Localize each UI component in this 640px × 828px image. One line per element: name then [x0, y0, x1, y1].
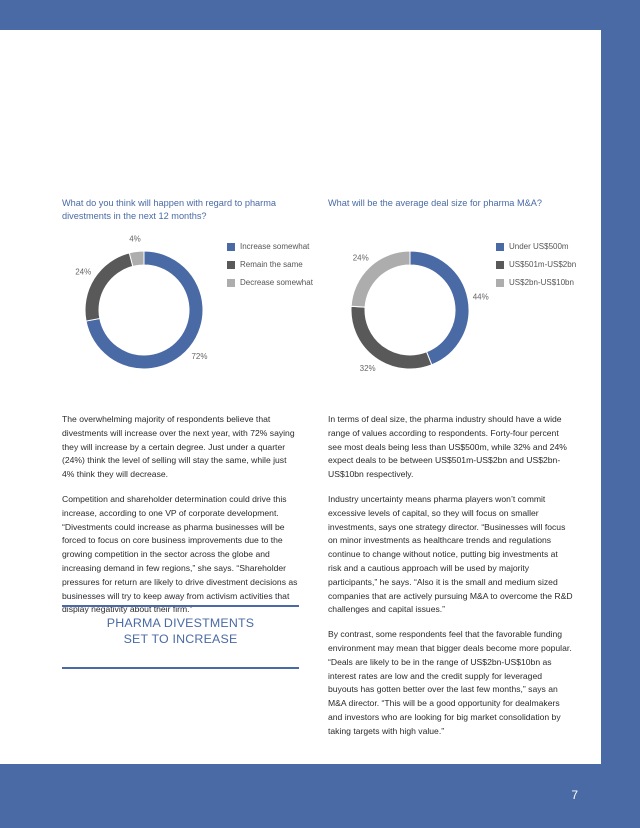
chart2-legend — [496, 240, 576, 294]
paragraph: The overwhelming majority of respondents believe that divestments will increase over the next year, with 72% saying they will increase by a certain degree. Just under a quarter (24%) think the level of selling will stay the same, while just 4% think they will decrease. — [62, 414, 295, 480]
legend-label: US$2bn-US$10bn — [509, 278, 574, 287]
legend-label: Increase somewhat — [240, 242, 310, 251]
legend-swatch — [227, 279, 235, 287]
legend-label: Remain the same — [240, 260, 303, 269]
chart2-title: What will be the average deal size for pharma M&A? — [328, 198, 542, 208]
chart1-legend-item — [227, 276, 313, 289]
paragraph: Competition and shareholder determination could drive this increase, according to one VP of corporate development. “Divestments could increase as pharma businesses will be forced to focus on core business improvements due to the growing competition in the sector across the globe and increasing demand in few regions,” she says. “Shareholder pressures for return are likely to drive divestment decisions as businesses will try to keep away from activism activities that display negativity about their firm.” — [62, 493, 298, 615]
slice-label: 24% — [352, 253, 369, 263]
chart2-legend-item — [496, 240, 576, 253]
legend-swatch — [227, 243, 235, 251]
pull-quote — [62, 605, 299, 669]
slice-label: 4% — [129, 234, 141, 244]
pie-slice — [410, 251, 469, 365]
chart1-legend-item — [227, 240, 313, 253]
paragraph: Industry uncertainty means pharma players won’t commit excessive levels of capital, so they will focus on smaller investments, says one strategy director. “Businesses will focus on minor investments as healthcare trends and regulations continue to change without notice, putting big investments at risk and a cautious approach will be used by majority participants,” he says. “Also it is the small and medium sized companies that are actively pursuing M&A to overcome the R&D challenges and capital issues.” — [328, 493, 573, 615]
slice-label: 24% — [75, 267, 92, 277]
legend-swatch — [227, 261, 235, 269]
legend-label: Decrease somewhat — [240, 278, 313, 287]
slice-label: 44% — [472, 292, 489, 302]
chart2-donut — [328, 232, 498, 377]
legend-swatch — [496, 243, 504, 251]
chart1-donut — [62, 232, 232, 377]
slice-label: 72% — [191, 351, 208, 361]
chart1-legend-item — [227, 258, 313, 271]
chart2-legend-item — [496, 258, 576, 271]
paragraph: In terms of deal size, the pharma industry should have a wide range of values according to respondents. Forty-four percent see most deals being less than US$500m, while 32% and 24% expect deals to be between US$501m-US$2bn and US$2bn-US$10bn respectively. — [328, 414, 567, 480]
chart1-title: What do you think will happen with regard to pharma divestments in the next 12 months? — [62, 198, 276, 221]
footer-band — [0, 764, 640, 828]
right-column — [328, 413, 573, 750]
slice-label: 32% — [359, 364, 376, 374]
legend-swatch — [496, 261, 504, 269]
pull-quote-line: SET TO INCREASE — [123, 632, 238, 646]
chart1-legend — [227, 240, 313, 294]
legend-label: Under US$500m — [509, 242, 569, 251]
chart2-legend-item — [496, 276, 576, 289]
left-column — [62, 413, 299, 628]
pie-slice — [351, 306, 432, 369]
paragraph: By contrast, some respondents feel that the favorable funding environment may mean that bigger deals become more popular. “Deals are likely to be in the range of US$2bn-US$10bn as interest rates are low and the credit supply for leveraged buyouts has gotten better over the last few months,” says an M&A director. “This will be a good opportunity for dealmakers and investors who are looking for big market consolidation by taking targets with high value.” — [328, 629, 572, 736]
page-number: 7 — [571, 788, 578, 802]
pull-quote-line: PHARMA DIVESTMENTS — [106, 616, 255, 630]
legend-label: US$501m-US$2bn — [509, 260, 577, 269]
pie-slice — [85, 253, 133, 321]
legend-swatch — [496, 279, 504, 287]
